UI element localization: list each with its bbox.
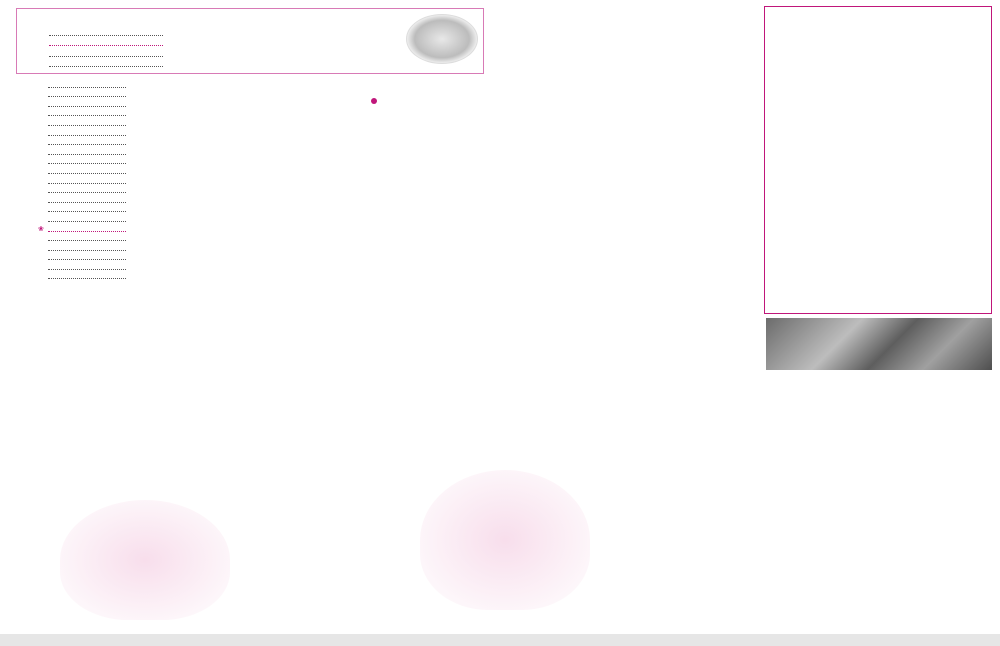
- wings-list: [23, 27, 411, 69]
- dot-leader: [48, 135, 126, 136]
- dot-leader: [49, 66, 163, 67]
- appetizers-item: [16, 118, 236, 128]
- appetizers-item: [16, 186, 236, 196]
- dot-leader: [48, 125, 126, 126]
- appetizers-item: [16, 224, 236, 234]
- appetizers-item: [16, 243, 236, 253]
- hot-spicy-legend: [266, 96, 484, 105]
- appetizers-item: [16, 234, 236, 244]
- chef-suggestions-box: [764, 6, 992, 314]
- appetizers-item: [16, 99, 236, 109]
- dot-leader: [49, 45, 163, 46]
- appetizers-item: [16, 128, 236, 138]
- appetizers-item: [16, 109, 236, 119]
- appetizers-item: [16, 176, 236, 186]
- column-left: [16, 78, 236, 293]
- appetizers-item: [16, 166, 236, 176]
- wings-item: [23, 27, 411, 38]
- wings-item: [23, 59, 411, 70]
- lotus-decoration-mid: [420, 470, 590, 610]
- dot-leader: [48, 115, 126, 116]
- dot-leader: [48, 221, 126, 222]
- column-middle-left: [266, 74, 484, 105]
- dot-leader: [48, 192, 126, 193]
- appetizers-item: [16, 195, 236, 205]
- dot-leader: [48, 240, 126, 241]
- dot-leader: [48, 183, 126, 184]
- pepper-icon: [371, 98, 377, 104]
- dot-leader: [48, 87, 126, 88]
- dot-leader: [48, 259, 126, 260]
- wings-item: [23, 38, 411, 49]
- appetizers-item: [16, 138, 236, 148]
- dot-leader: [48, 154, 126, 155]
- appetizers-item: [16, 147, 236, 157]
- dot-leader: [48, 106, 126, 107]
- egg-roll-photo: [406, 14, 478, 64]
- dot-leader: [48, 144, 126, 145]
- dot-leader: [48, 278, 126, 279]
- appetizers-item: [16, 272, 236, 282]
- dot-leader: [48, 96, 126, 97]
- appetizers-item: [16, 205, 236, 215]
- wings-header-row: [17, 11, 407, 25]
- column-middle-right: [514, 6, 730, 12]
- wings-item: [23, 48, 411, 59]
- appetizers-item: [16, 253, 236, 263]
- lotus-decoration-left: [60, 500, 230, 620]
- appetizers-item: [16, 214, 236, 224]
- dot-leader: [49, 35, 163, 36]
- dot-leader: [49, 56, 163, 57]
- appetizers-list: [16, 80, 236, 281]
- pepper-icon: ❀: [38, 223, 45, 233]
- dot-leader: [48, 250, 126, 251]
- dot-leader: [48, 202, 126, 203]
- dish-photo: [766, 318, 992, 370]
- appetizers-item: [16, 90, 236, 100]
- dot-leader: [48, 163, 126, 164]
- bottom-bar: [0, 634, 1000, 646]
- dot-leader: [48, 173, 126, 174]
- appetizers-item: [16, 157, 236, 167]
- column-right: [760, 376, 992, 382]
- appetizers-item: [16, 262, 236, 272]
- appetizers-item: [16, 80, 236, 90]
- dot-leader: [48, 211, 126, 212]
- lomein-heading: [514, 8, 730, 10]
- dot-leader: [48, 231, 126, 232]
- dot-leader: [48, 269, 126, 270]
